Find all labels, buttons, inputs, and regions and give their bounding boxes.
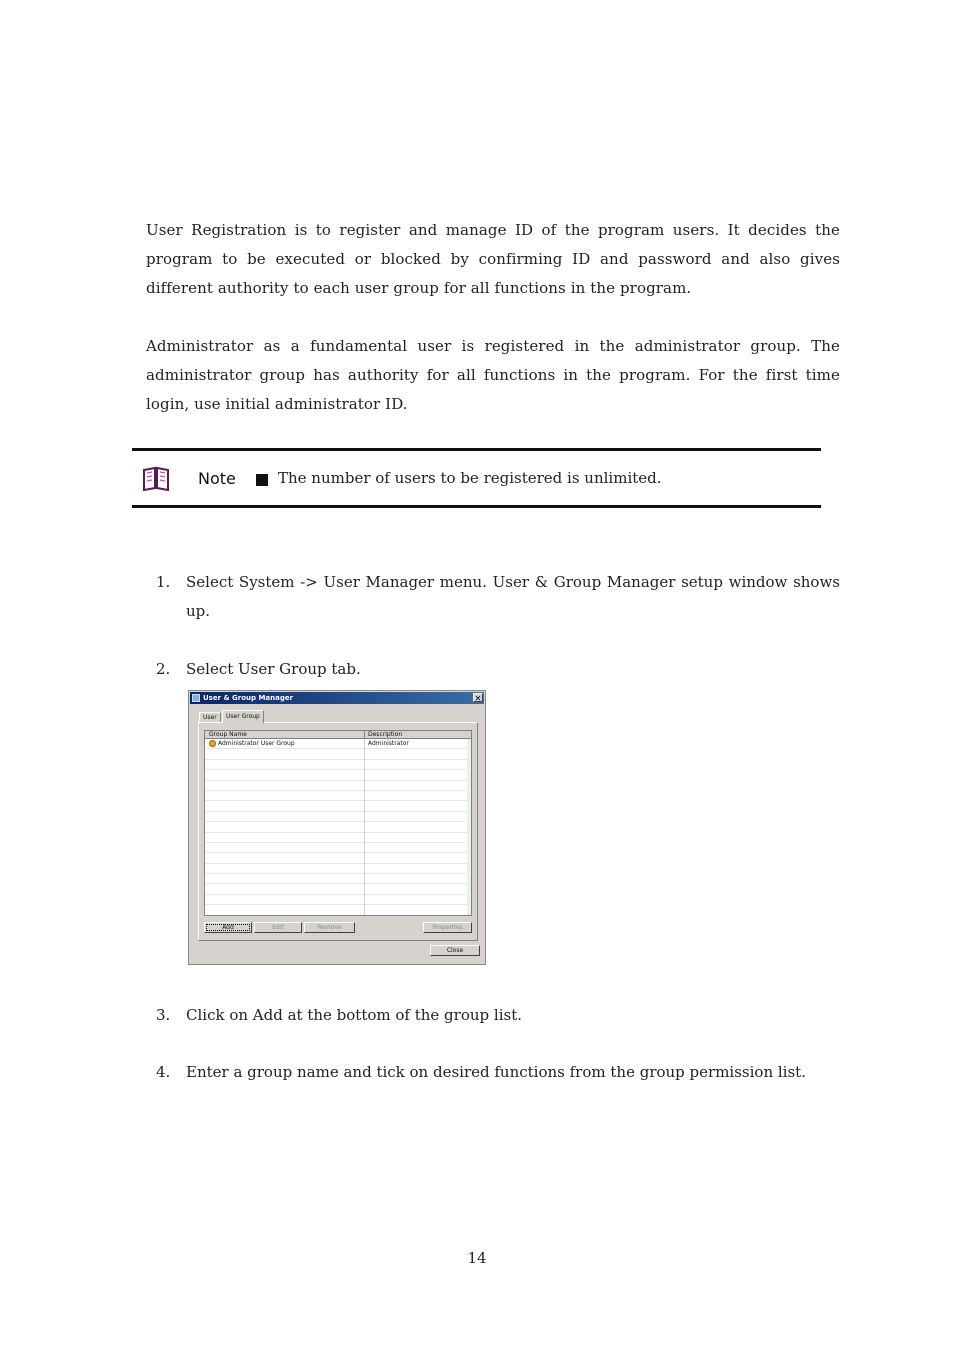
step-text: Enter a group name and tick on desired functions from the group permission list. xyxy=(186,1063,806,1081)
group-list[interactable] xyxy=(204,730,472,916)
group-icon xyxy=(209,740,216,747)
step-number: 3. xyxy=(156,1006,171,1024)
empty-row xyxy=(205,801,471,811)
step-text: Click on Add at the bottom of the group list. xyxy=(186,1006,522,1024)
user-group-panel xyxy=(198,722,478,941)
empty-row xyxy=(205,905,471,915)
empty-row xyxy=(205,749,471,759)
list-header xyxy=(205,731,471,739)
empty-row xyxy=(205,874,471,884)
column-divider xyxy=(364,739,365,916)
empty-row xyxy=(205,822,471,832)
note-box xyxy=(132,448,821,508)
tab-user[interactable]: User xyxy=(199,712,221,722)
dialog-title: User & Group Manager xyxy=(203,694,294,702)
page-number: 14 xyxy=(467,1249,487,1267)
user-group-manager-dialog xyxy=(188,690,486,965)
bullet-square-icon xyxy=(256,474,268,486)
list-rows xyxy=(205,739,471,916)
remove-button[interactable]: Remove xyxy=(304,922,355,933)
empty-row xyxy=(205,864,471,874)
empty-row xyxy=(205,770,471,780)
table-row[interactable] xyxy=(205,739,471,749)
column-header-description[interactable]: Description xyxy=(368,731,403,738)
app-icon xyxy=(192,694,200,702)
description-cell: Administrator xyxy=(368,740,409,747)
step-text: Select System -> User Manager menu. User & Group Manager setup window shows up. xyxy=(186,573,840,620)
tab-user-group[interactable]: User Group xyxy=(222,710,264,723)
book-icon xyxy=(142,465,170,491)
empty-row xyxy=(205,853,471,863)
administrator-paragraph: Administrator as a fundamental user is registered in the administrator group. The administrator group has authority for all functions in the program. For the first time login, use initial administrator ID. xyxy=(146,337,840,413)
step-text: Select User Group tab. xyxy=(186,660,361,678)
group-name-cell: Administrator User Group xyxy=(218,740,295,747)
empty-row xyxy=(205,884,471,894)
vertical-scrollbar[interactable] xyxy=(467,739,471,916)
step-number: 4. xyxy=(156,1063,171,1081)
empty-row xyxy=(205,812,471,822)
close-button[interactable]: Close xyxy=(430,945,480,956)
note-label: Note xyxy=(198,469,236,488)
empty-row xyxy=(205,895,471,905)
empty-row xyxy=(205,833,471,843)
empty-row xyxy=(205,843,471,853)
column-separator xyxy=(364,731,365,739)
properties-button[interactable]: Properties xyxy=(423,922,472,933)
note-text: The number of users to be registered is unlimited. xyxy=(278,469,662,487)
empty-row xyxy=(205,791,471,801)
close-icon[interactable]: ✕ xyxy=(474,694,482,703)
step-number: 1. xyxy=(156,573,171,591)
add-button[interactable]: Add xyxy=(204,922,252,933)
empty-row xyxy=(205,760,471,770)
dialog-titlebar[interactable] xyxy=(190,692,484,704)
step-number: 2. xyxy=(156,660,171,678)
empty-row xyxy=(205,781,471,791)
column-header-group-name[interactable]: Group Name xyxy=(209,731,247,738)
edit-button[interactable]: Edit xyxy=(254,922,302,933)
intro-paragraph: User Registration is to register and manage ID of the program users. It decides the program to be executed or blocked by confirming ID and password and also gives different authority to each user group for all functions in the program. xyxy=(146,221,840,297)
